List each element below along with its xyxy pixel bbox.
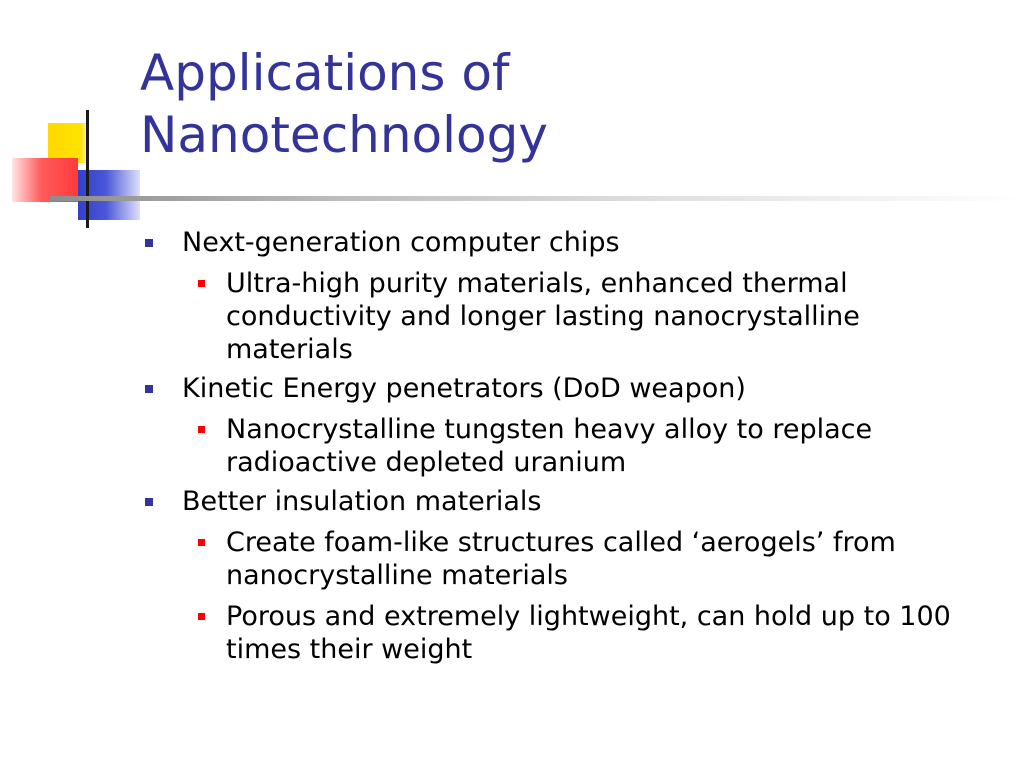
sub-bullet-text: Nanocrystalline tungsten heavy alloy to replace radioactive depleted uranium — [226, 414, 873, 478]
sub-bullet-text: Ultra-high purity materials, enhanced thermal conductivity and longer lasting nanocrystalline materials — [226, 268, 860, 365]
bullet-text: Kinetic Energy penetrators (DoD weapon) — [182, 373, 746, 404]
bullet-list — [145, 226, 985, 666]
corner-decoration — [0, 0, 140, 240]
vertical-line-decoration — [86, 110, 89, 228]
slide-title-line-1: Applications of — [140, 44, 510, 102]
square-bullet-icon — [145, 498, 153, 506]
bullet-item — [145, 485, 985, 518]
square-bullet-icon — [145, 385, 153, 393]
sub-bullet-text: Porous and extremely lightweight, can hold up to 100 times their weight — [226, 601, 951, 665]
title-underline-rule — [50, 196, 1024, 201]
sub-bullet-item — [190, 413, 985, 479]
sub-bullet-text: Create foam-like structures called ‘aerogels’ from nanocrystalline materials — [226, 527, 896, 591]
slide-title-line-2: Nanotechnology — [140, 106, 548, 164]
bullet-text: Next-generation computer chips — [182, 227, 620, 258]
square-sub-bullet-icon — [198, 613, 205, 620]
square-sub-bullet-icon — [198, 539, 205, 546]
bullet-item — [145, 226, 985, 259]
bullet-item — [145, 372, 985, 405]
yellow-square-decoration — [48, 123, 88, 163]
sub-bullet-item — [190, 526, 985, 592]
square-sub-bullet-icon — [198, 426, 205, 433]
sub-bullet-item — [190, 600, 985, 666]
bullet-text: Better insulation materials — [182, 486, 542, 517]
square-bullet-icon — [145, 239, 153, 247]
square-sub-bullet-icon — [198, 280, 205, 287]
sub-bullet-item — [190, 267, 985, 366]
slide-title — [140, 42, 1000, 166]
